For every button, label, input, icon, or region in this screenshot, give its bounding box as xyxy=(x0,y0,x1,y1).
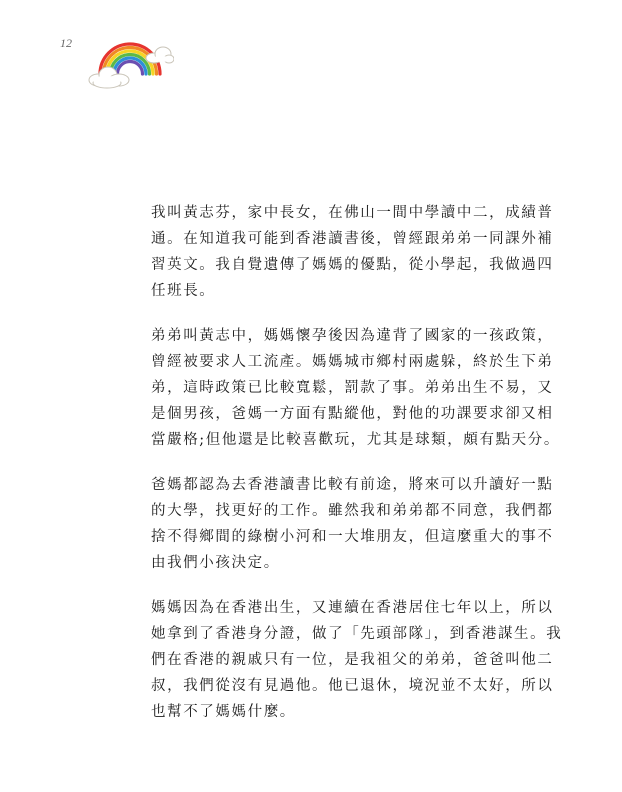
text-line: 我叫黃志芬，家中長女，在佛山一間中學讀中二，成績普 xyxy=(151,205,554,221)
text-line: 捨不得鄉間的綠樹小河和一大堆朋友，但這麼重大的事不 xyxy=(151,529,554,545)
text-line: 由我們小孩決定。 xyxy=(151,555,280,571)
text-line: 曾經被要求人工流產。媽媽城市鄉村兩處躲，終於生下弟 xyxy=(151,354,554,370)
text-line: 們在香港的親戚只有一位，是我祖父的弟弟，爸爸叫他二 xyxy=(151,652,554,668)
text-line: 習英文。我自覺遺傳了媽媽的優點，從小學起，我做過四 xyxy=(151,257,554,273)
page-number: 12 xyxy=(60,36,72,50)
rainbow-cloud-icon xyxy=(88,34,174,90)
text-line: 通。在知道我可能到香港讀書後，曾經跟弟弟一同課外補 xyxy=(151,231,554,247)
text-line: 爸媽都認為去香港讀書比較有前途，將來可以升讀好一點 xyxy=(151,477,554,493)
paragraph xyxy=(151,595,563,725)
text-line: 弟弟叫黃志中，媽媽懷孕後因為違背了國家的一孩政策， xyxy=(151,328,554,344)
text-line: 媽媽因為在香港出生，又連續在香港居住七年以上，所以 xyxy=(151,600,554,616)
body-text xyxy=(151,200,563,744)
text-line: 任班長。 xyxy=(151,283,216,299)
text-line: 弟，這時政策已比較寬鬆，罰款了事。弟弟出生不易，又 xyxy=(151,380,554,396)
paragraph xyxy=(151,200,554,304)
text-line: 的大學，找更好的工作。雖然我和弟弟都不同意，我們都 xyxy=(151,503,554,519)
text-line: 是個男孩，爸媽一方面有點縱他，對他的功課要求卻又相 xyxy=(151,406,554,422)
text-line: 叔，我們從沒有見過他。他已退休，境況並不太好，所以 xyxy=(151,678,554,694)
paragraph xyxy=(151,323,560,453)
paragraph xyxy=(151,472,554,576)
text-line: 當嚴格;但他還是比較喜歡玩，尤其是球類，頗有點天分。 xyxy=(151,432,560,448)
text-line: 也幫不了媽媽什麼。 xyxy=(151,704,296,720)
text-line: 她拿到了香港身分證，做了「先頭部隊」，到香港謀生。我 xyxy=(151,626,563,642)
